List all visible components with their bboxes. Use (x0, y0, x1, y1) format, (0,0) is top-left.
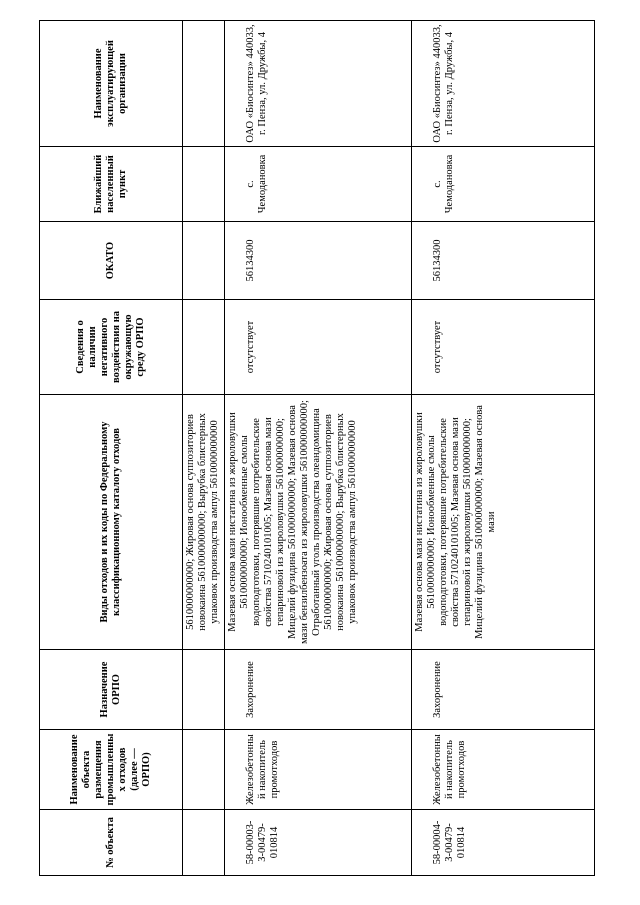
continuation-row (183, 21, 225, 876)
cell-locality: с. Чемодановка (412, 147, 595, 222)
header-operator: Наименование эксплуатирующей организации (40, 21, 183, 147)
cell-name: Железобетонный накопитель промотходов (412, 730, 595, 810)
header-name: Наименование объекта размещения промышленных отходов (далее — ОРПО) (40, 730, 183, 810)
cell-purpose: Захоронение (412, 650, 595, 730)
cell-locality: с. Чемодановка (225, 147, 412, 222)
cell-operator: ОАО «Биосинтез» 440033, г. Пенза, ул. Дружбы, 4 (225, 21, 412, 147)
cell-okato: 56134300 (412, 222, 595, 300)
cell-empty (183, 300, 225, 395)
cell-waste: 5610000000000; Жировая основа суппозиториев новокаина 5610000000000; Вырубка блистерных упаковок производства ампул 5610000000000 (183, 395, 225, 650)
waste-objects-table (39, 20, 595, 876)
cell-impact: отсутствует (412, 300, 595, 395)
cell-empty (183, 147, 225, 222)
header-row (40, 21, 183, 876)
header-purpose: Назначение ОРПО (40, 650, 183, 730)
cell-purpose: Захоронение (225, 650, 412, 730)
header-impact: Сведения о наличии негативного воздействия на окружающую среду ОРПО (40, 300, 183, 395)
cell-waste (412, 395, 595, 650)
rotated-page (39, 21, 595, 876)
cell-empty (183, 222, 225, 300)
cell-num: 58-00004-З-00479-010814 (412, 810, 595, 876)
waste-text-clipped: Мазевая основа мази нистатина из жироловушки 5610000000000; Ионообменные смолы водоподготовки, потерявшие потребительские свойства 5710240101005; Мазевая основа мази гепариновой из жироловушки 5610000000000; Мицелий фузидина 5610000000000; Мазевая основа мази (414, 405, 497, 639)
header-locality: Ближайший населенный пункт (40, 147, 183, 222)
cell-operator: ОАО «Биосинтез» 440033, г. Пенза, ул. Дружбы, 4 (412, 21, 595, 147)
cell-num: 58-00003-З-00479-010814 (225, 810, 412, 876)
cell-okato: 56134300 (225, 222, 412, 300)
cell-impact: отсутствует (225, 300, 412, 395)
cell-empty (183, 730, 225, 810)
header-waste: Виды отходов и их коды по Федеральному классификационному каталогу отходов (40, 395, 183, 650)
table-row (412, 21, 595, 876)
header-okato: ОКАТО (40, 222, 183, 300)
cell-empty (183, 650, 225, 730)
cell-waste: Мазевая основа мази нистатина из жироловушки 5610000000000; Ионообменные смолы водоподготовки, потерявшие потребительские свойства 5710240101005; Мазевая основа мази гепариновой из жироловушки 5610000000000; Мицелий фузидина 5610000000000; Мазевая основа мази бензилбензоата из жироловушки 5610000000000; Отработанный уголь производства олеандомицина 5610000000000; Жировая основа суппозиториев новокаина 5610000000000; Вырубка блистерных упаковок производства ампул 5610000000000 (225, 395, 412, 650)
cell-name: Железобетонный накопитель промотходов (225, 730, 412, 810)
cell-empty (183, 810, 225, 876)
cell-empty (183, 21, 225, 147)
header-num: № объекта (40, 810, 183, 876)
table-row (225, 21, 412, 876)
